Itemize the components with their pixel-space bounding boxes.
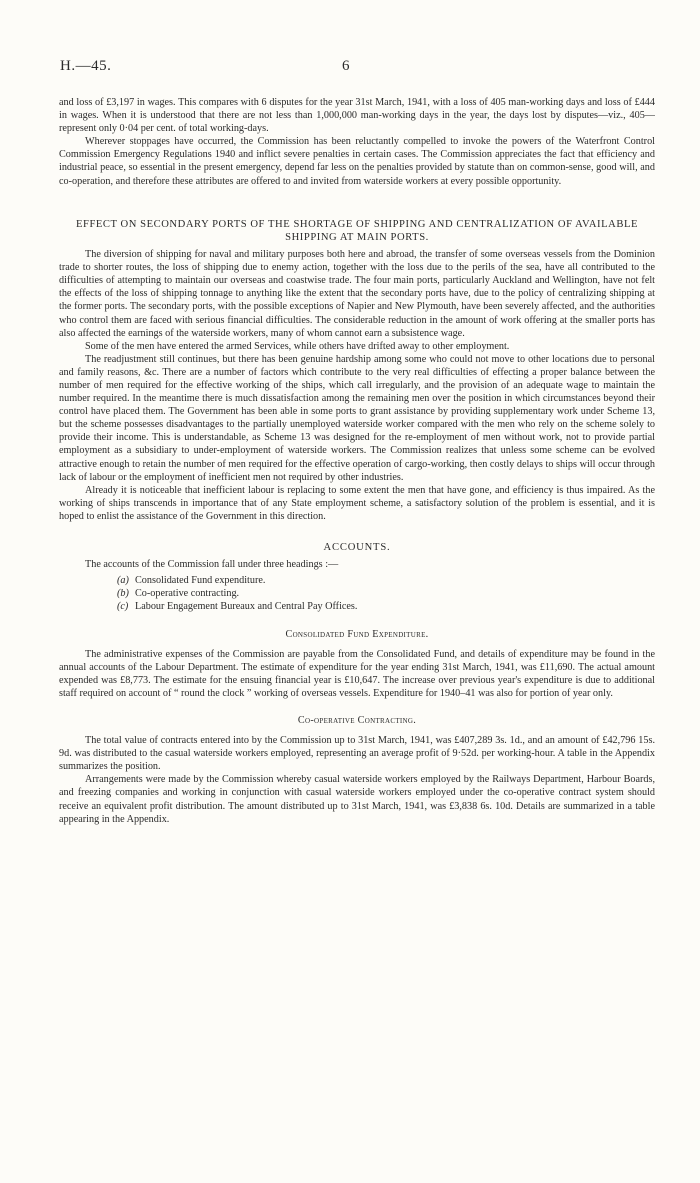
secondary-ports-paragraph-4: Already it is noticeable that inefficient labour is replacing to some extent the men that have gone, and efficiency is thus impaired. As the working of ships transcends in importance that of any State employment scheme, a satisfactory solution of the problem is essential, and it is hoped to enlist the assistance of the Government in this direction. bbox=[59, 484, 655, 522]
secondary-ports-heading: EFFECT ON SECONDARY PORTS OF THE SHORTAGE OF SHIPPING AND CENTRALIZATION OF AVAILABLE SHIPPING AT MAIN PORTS. bbox=[75, 218, 638, 243]
secondary-ports-paragraph-2: Some of the men have entered the armed Services, while others have drifted away to other employment. bbox=[85, 340, 510, 352]
accounts-intro: The accounts of the Commission fall under three headings :— bbox=[85, 559, 339, 571]
accounts-heading: ACCOUNTS. bbox=[323, 542, 391, 554]
list-item bbox=[117, 574, 655, 587]
consolidated-fund-paragraph: The administrative expenses of the Commission are payable from the Consolidated Fund, and details of expenditure may be found in the annual accounts of the Labour Department. The estimate of expenditure for the year ending 31st March, 1941, was £11,690. The actual amount expended was £8,773. The estimate for the ensuing financial year is £10,647. The increase over previous year's expenditure is due to additional staff required on account of “ round the clock ” working of overseas vessels. Expenditure for 1940–41 was also for portion of year only. bbox=[59, 648, 655, 699]
page-number: 6 bbox=[342, 58, 350, 74]
list-item-text: Consolidated Fund expenditure. bbox=[135, 575, 266, 587]
secondary-ports-paragraph-3: The readjustment still continues, but there has been genuine hardship among some who could not move to other locations due to personal and family reasons, &c. There are a number of factors which contribute to the very real difficulties of effecting a proper balance between the number of men required for the effective working of the ships, which call irregularly, and the provision of an adequate wage to maintain the number required. In the meantime there is much dissatisfaction among the remaining men over the position in which circumstances beyond their control have placed them. The Government has been able in some ports to grant assistance by providing supplementary work under Scheme 13, but the scheme possesses disadvantages to the partially unemployed waterside worker compared with the men who rely on the scheme solely to provide their income. This is understandable, as Scheme 13 was designed for the re-employment of men without work, not to provide partial employment as a subsidiary to under-employment of waterside workers. The Commission realizes that unless some scheme can be evolved attractive enough to retain the number of men required for the effective operation of cargo-working, then costly delays to ships will occur through lack of labour or the employment of inefficient men not required by other industries. bbox=[59, 353, 655, 483]
cooperative-contracting-paragraph-2: Arrangements were made by the Commission whereby casual waterside workers employed by the Railways Department, Harbour Boards, and freezing companies and working in conjunction with casual waterside workers employed under the co-operative contract system should receive an equivalent profit distribution. The amount distributed up to 31st March, 1941, was £3,838 6s. 10d. Details are summarized in a table appearing in the Appendix. bbox=[59, 774, 655, 825]
list-item-text: Labour Engagement Bureaux and Central Pay Offices. bbox=[135, 601, 358, 613]
cooperative-contracting-heading: Co-operative Contracting. bbox=[297, 714, 417, 726]
intro-paragraph-1: and loss of £3,197 in wages. This compares with 6 disputes for the year 31st March, 1941, with a loss of 405 man-working days and loss of £444 in wages. When it is understood that there are not less than 1,000,000 man-working days in the year, the days lost by disputes—viz., 405—represent only 0·04 per cent. of total working-days. bbox=[59, 97, 655, 135]
secondary-ports-paragraph-1: The diversion of shipping for naval and military purposes both here and abroad, the transfer of some overseas vessels from the Dominion trade to shorter routes, the loss of shipping due to enemy action, together with the loss due to the perils of the sea, have all contributed to the difficulties of attempting to maintain our overseas and coastwise trade. The four main ports, particularly Auckland and Wellington, have not felt the effects of the loss of shipping tonnage to anything like the extent that the secondary ports have, due to the policy of centralizing shipping at the former ports. The secondary ports, with the possible exceptions of Napier and New Plymouth, have been severely affected, and the authorities who control them are faced with serious financial difficulties. The considerable reduction in the amount of work offering at the smaller ports has also affected the earnings of the waterside workers, many of whom cannot earn a subsistence wage. bbox=[59, 249, 655, 339]
list-item bbox=[117, 587, 655, 600]
intro-paragraph-2: Wherever stoppages have occurred, the Commission has been reluctantly compelled to invoke the powers of the Waterfront Control Commission Emergency Regulations 1940 and inflict severe penalties in certain cases. The Commission appreciates the fact that efficiency and industrial peace, so essential in the present emergency, depend far less on the penalties provided by statute than on common-sense, good will, and co-operation, and therefore these attributes are offered to and invited from waterside workers at every possible opportunity. bbox=[59, 136, 655, 187]
accounts-headings-list bbox=[59, 574, 655, 613]
list-item-text: Co-operative contracting. bbox=[135, 588, 240, 600]
page-header bbox=[60, 58, 640, 78]
list-item-marker: (b) bbox=[117, 588, 129, 600]
list-item-marker: (a) bbox=[117, 575, 129, 587]
cooperative-contracting-paragraph-1: The total value of contracts entered into by the Commission up to 31st March, 1941, was £407,289 3s. 1d., and an amount of £42,796 15s. 9d. was distributed to the casual waterside workers employed, representing an average profit of 9·52d. per working-hour. A table in the Appendix summarizes the position. bbox=[59, 735, 655, 773]
document-reference: H.—45. bbox=[60, 58, 112, 74]
list-item bbox=[117, 600, 655, 613]
list-item-marker: (c) bbox=[117, 601, 129, 613]
consolidated-fund-heading: Consolidated Fund Expenditure. bbox=[285, 628, 429, 640]
page-body bbox=[59, 96, 655, 826]
